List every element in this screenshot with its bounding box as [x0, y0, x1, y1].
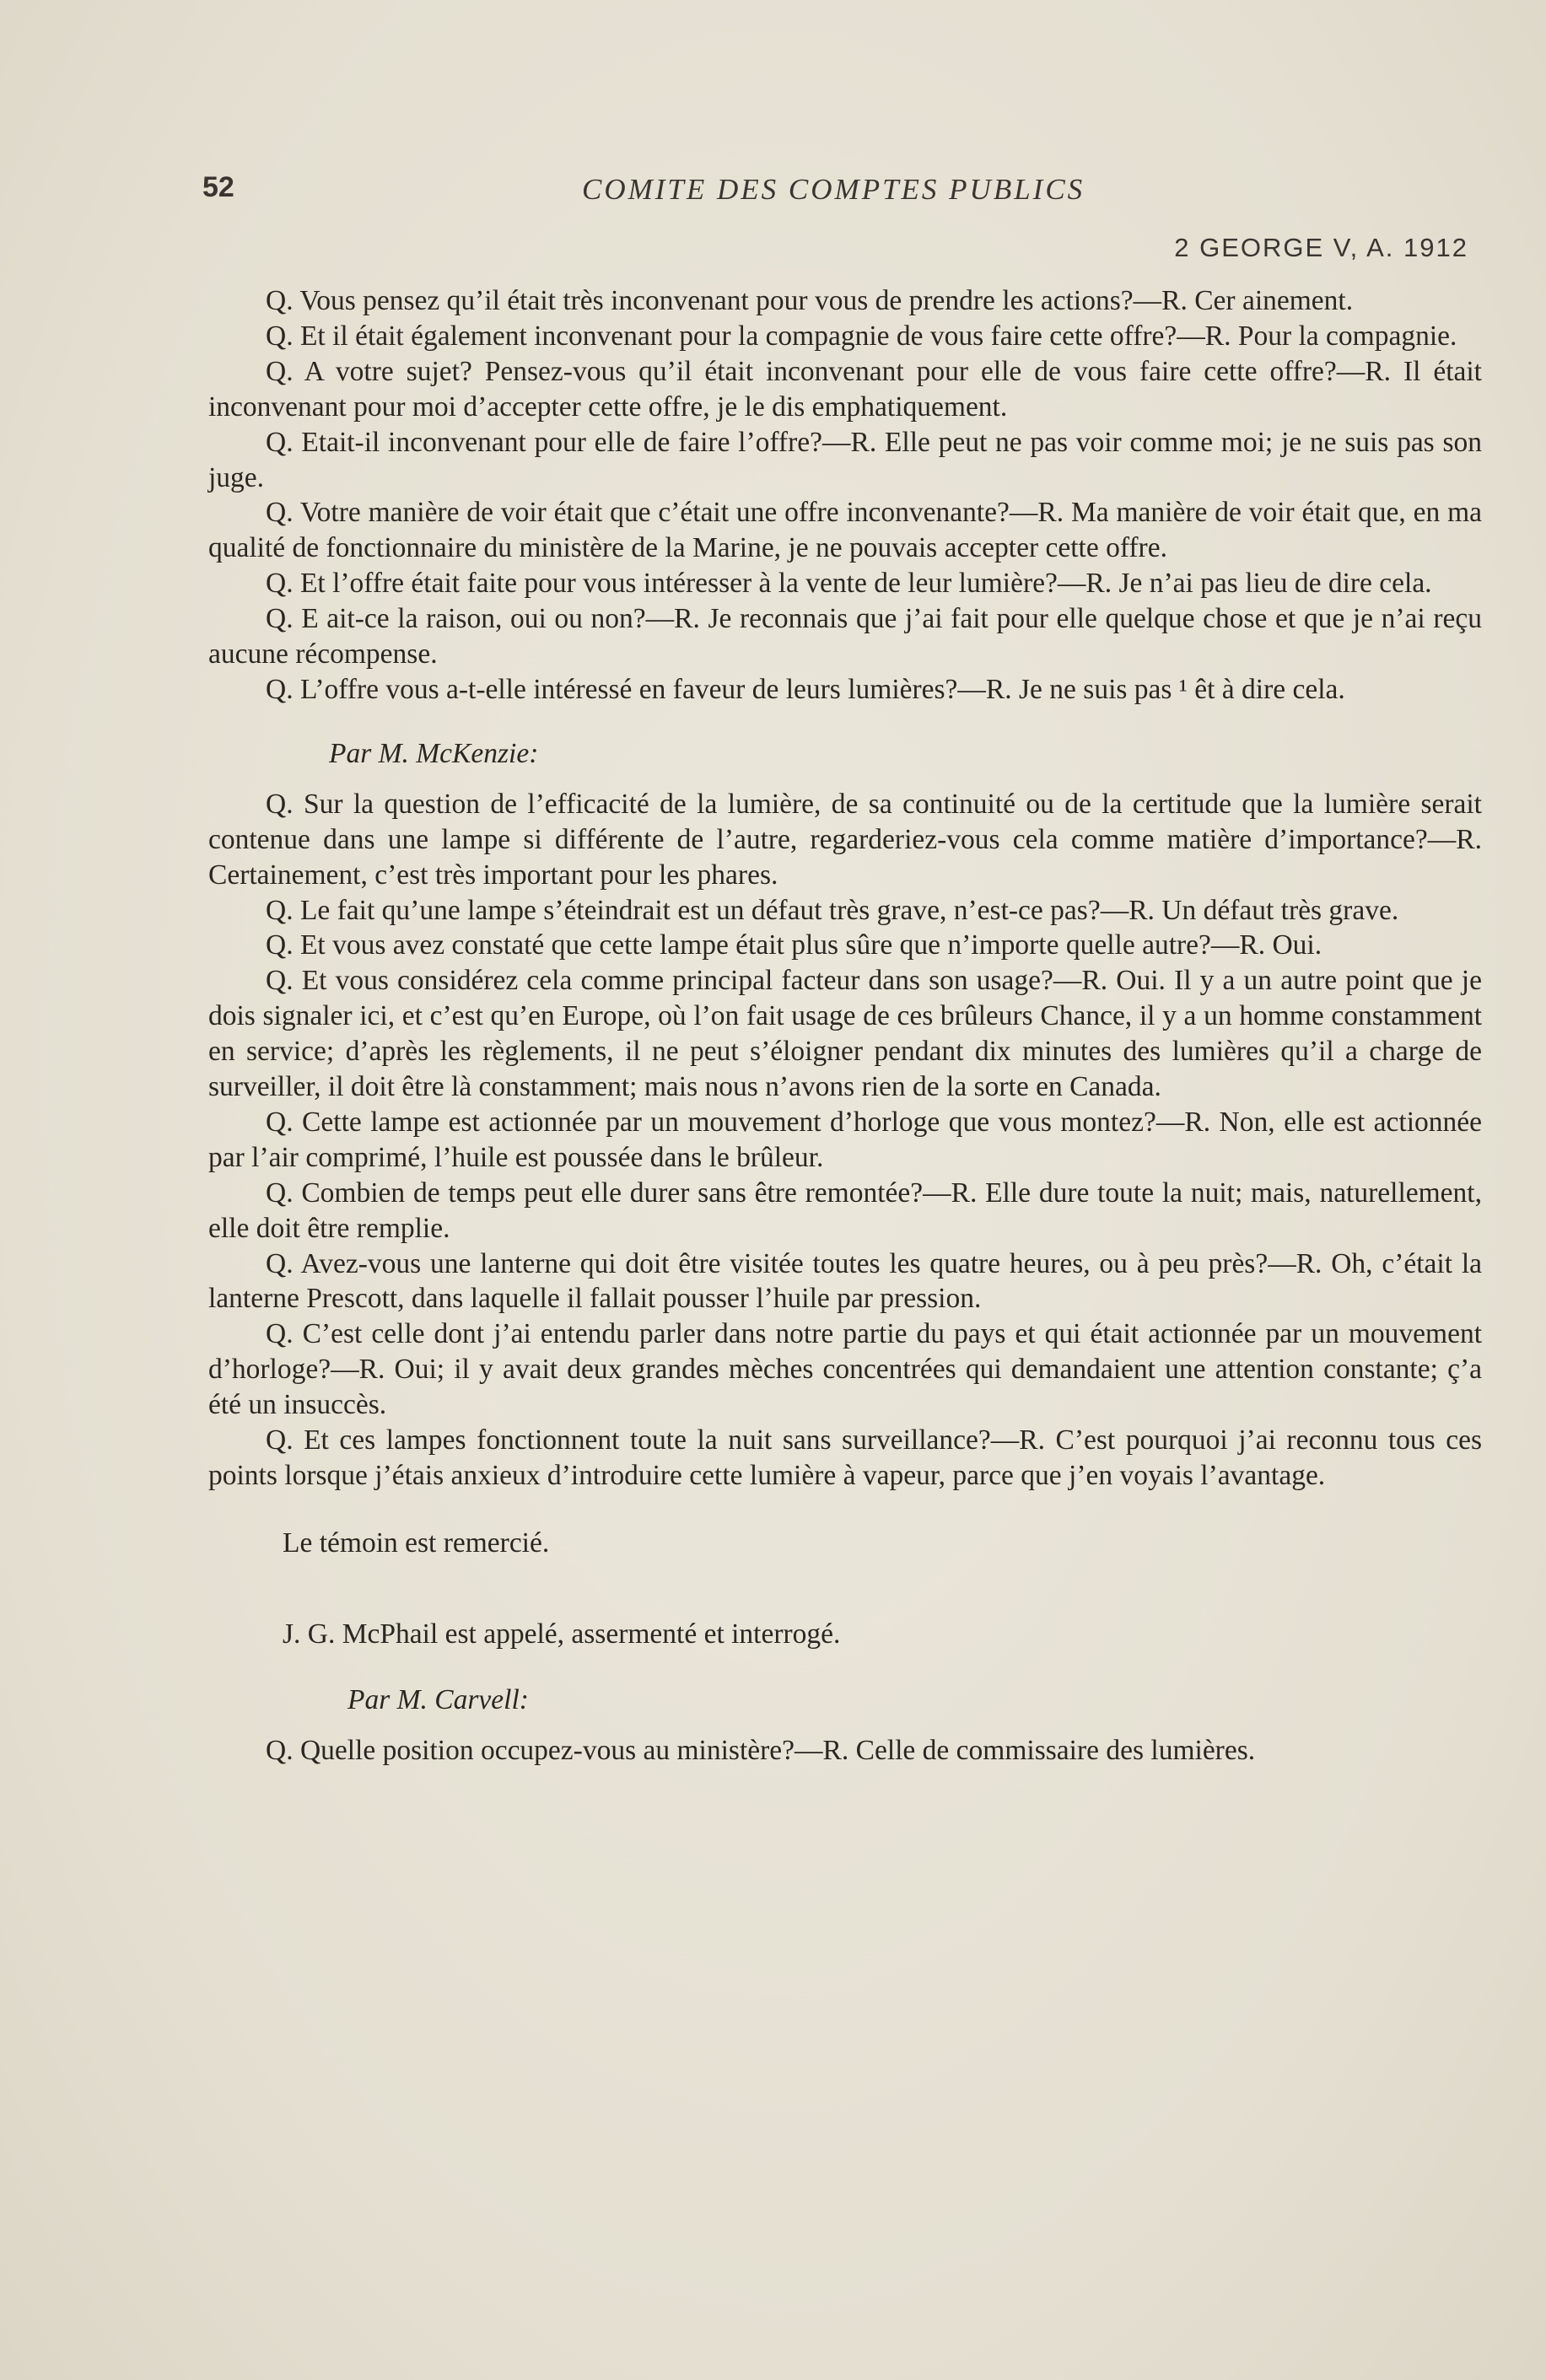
qa-paragraph: Q. Etait-il inconvenant pour elle de faire l’offre?—R. Elle peut ne pas voir comme moi; je ne suis pas son juge. — [208, 426, 1482, 493]
qa-paragraph: Q. Quelle position occupez-vous au ministère?—R. Celle de commissaire des lumières. — [266, 1734, 1256, 1766]
qa-paragraph: Q. Avez-vous une lanterne qui doit être visitée toutes les quatre heures, ou à peu près?—R. Oh, c’était la lanterne Prescott, dans laquelle il fallait pousser l’huile par pression. — [208, 1247, 1482, 1315]
qa-paragraph: Q. Combien de temps peut elle durer sans être remontée?—R. Elle dure toute la nuit; mais, naturellement, elle doit être remplie. — [208, 1177, 1482, 1244]
witness-note: Le témoin est remercié. — [283, 1527, 550, 1559]
session-label: 2 GEORGE V, A. 1912 — [1174, 233, 1468, 262]
page-number: 52 — [202, 171, 234, 203]
qa-paragraph: Q. E ait-ce la raison, oui ou non?—R. Je reconnais que j’ai fait pour elle quelque chose et que je n’ai reçu aucune récompense. — [208, 603, 1482, 670]
qa-paragraph: Q. Le fait qu’une lampe s’éteindrait est un défaut très grave, n’est-ce pas?—R. Un défaut très grave. — [266, 894, 1399, 926]
running-title: COMITE DES COMPTES PUBLICS — [582, 173, 1085, 206]
qa-paragraph: Q. Et vous avez constaté que cette lampe était plus sûre que n’importe quelle autre?—R. Oui. — [266, 929, 1322, 961]
qa-paragraph: Q. C’est celle dont j’ai entendu parler dans notre partie du pays et qui était actionnée par un mouvement d’horloge?—R. Oui; il y avait deux grandes mèches concentrées qui demandaient une attention constante; ç’a été un insuccès. — [208, 1318, 1482, 1421]
body-text — [208, 283, 1482, 1769]
qa-paragraph: Q. Votre manière de voir était que c’était une offre inconvenante?—R. Ma manière de voir était que, en ma qualité de fonctionnaire du ministère de la Marine, je ne pouvais accepter cette offre. — [208, 497, 1482, 564]
section-heading: Par M. Carvell: — [347, 1683, 529, 1715]
witness-note: J. G. McPhail est appelé, assermenté et interrogé. — [283, 1618, 841, 1650]
qa-paragraph: Q. Et vous considérez cela comme principal facteur dans son usage?—R. Oui. Il y a un autre point que je dois signaler ici, et c’est qu’en Europe, où l’on fait usage de ces brûleurs Chance, il y a un homme constamment en service; d’après les règlements, il ne peut s’éloigner pendant dix minutes des lumières qu’il a charge de surveiller, il doit être là constamment; mais nous n’avons rien de la sorte en Canada. — [208, 965, 1482, 1103]
section-heading: Par M. McKenzie: — [329, 737, 539, 769]
qa-paragraph: Q. Cette lampe est actionnée par un mouvement d’horloge que vous montez?—R. Non, elle est actionnée par l’air comprimé, l’huile est poussée dans le brûleur. — [208, 1106, 1482, 1173]
qa-paragraph: Q. Et l’offre était faite pour vous intéresser à la vente de leur lumière?—R. Je n’ai pas lieu de dire cela. — [266, 568, 1432, 600]
qa-paragraph: Q. Et ces lampes fonctionnent toute la nuit sans surveillance?—R. C’est pourquoi j’ai reconnu tous ces points lorsque j’étais anxieux d’introduire cette lumière à vapeur, parce que j’en voyais l’avantage. — [208, 1424, 1482, 1491]
qa-paragraph: Q. A votre sujet? Pensez-vous qu’il était inconvenant pour elle de vous faire cette offre?—R. Il était inconvenant pour moi d’accepter cette offre, je le dis emphatiquement. — [208, 355, 1482, 423]
qa-paragraph: Q. Sur la question de l’efficacité de la lumière, de sa continuité ou de la certitude que la lumière serait contenue dans une lampe si différente de l’autre, regarderiez-vous cela comme matière d’importance?—R. Certainement, c’est très important pour les phares. — [208, 788, 1482, 891]
qa-paragraph: Q. Et il était également inconvenant pour la compagnie de vous faire cette offre?—R. Pour la compagnie. — [266, 320, 1457, 352]
qa-paragraph: Q. Vous pensez qu’il était très inconvenant pour vous de prendre les actions?—R. Cer ainement. — [266, 285, 1354, 316]
page-header — [202, 171, 1468, 213]
qa-paragraph: Q. L’offre vous a-t-elle intéressé en faveur de leurs lumières?—R. Je ne suis pas ¹ êt à dire cela. — [266, 673, 1345, 705]
